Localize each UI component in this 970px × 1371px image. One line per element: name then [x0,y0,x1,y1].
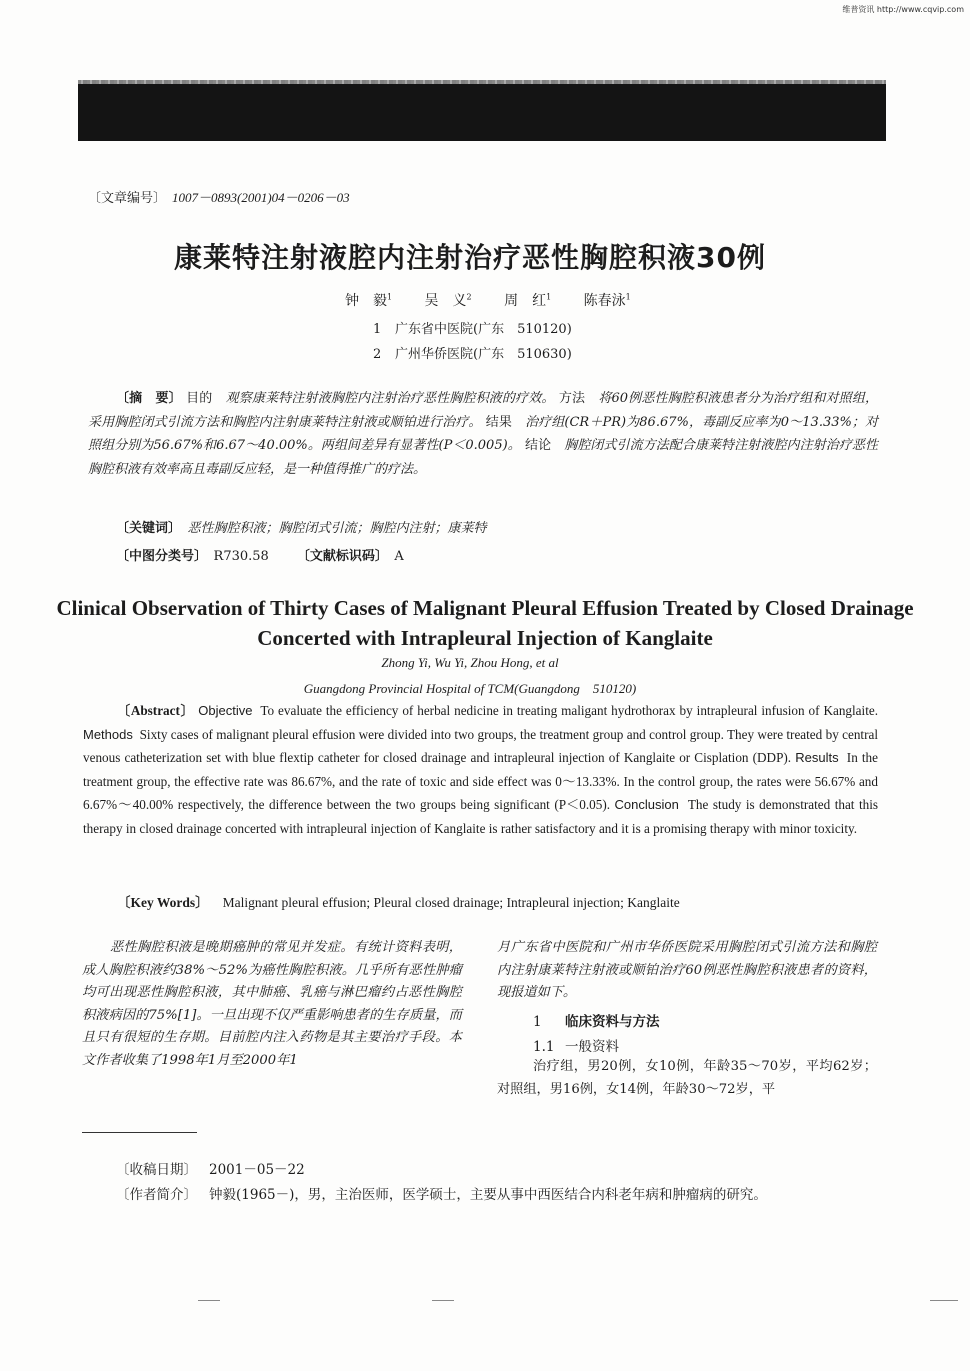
conclusion-heading: 结论 [525,438,552,453]
author-affiliation-mark: 1 [546,292,552,302]
scan-artifact [432,1300,454,1301]
abstract-label: 〔Abstract〕 [117,703,195,718]
author-4 [584,293,631,309]
document-code-label: 〔文献标识码〕 [296,549,382,564]
document-code-value: A [394,549,404,564]
affiliation-text: 广东省中医院(广东 510120) [395,322,572,337]
author-affiliation-mark: 1 [387,292,393,302]
affiliation-number: 2 [373,347,382,362]
english-abstract [83,699,878,840]
conclusion-text: 胸腔闭式引流方法配合康莱特注射液腔内注射治疗恶性胸腔积液有效率高且毒副反应轻，是一种值得推广的疗法。 [88,438,878,477]
footnote-author-bio [116,1183,767,1203]
scan-artifact [930,1300,958,1301]
objective-heading: Objective [198,703,253,718]
objective-text: To evaluate the efficiency of herbal nedicine in treating maligant hydrothorax by intrapleural infusion of Kanglaite. [260,703,879,718]
section-title: 一般资料 [565,1039,619,1055]
scan-artifact [198,1300,220,1301]
footnote-received-date [116,1158,305,1178]
affiliation-2 [373,343,572,362]
keywords-label: 〔关键词〕 [116,521,175,536]
objective-heading: 目的 [186,391,213,406]
methods-heading: Methods [83,726,133,742]
result-heading: 结果 [485,414,512,430]
clc-label: 〔中图分类号〕 [116,549,201,564]
chinese-keywords [116,517,487,536]
method-heading: 方法 [558,391,586,406]
received-date-label: 〔收稿日期〕 [116,1162,197,1178]
english-authors: Zhong Yi, Wu Yi, Zhou Hong, et al [381,655,559,670]
conclusion-text: The study is demonstrated that this therapy in closed drainage concerted with intrapleural injection of Kanglaite is rather satisfactory and it is a promising therapy with minor toxicity. [83,797,879,836]
affiliation-text: 广州华侨医院(广东 510630) [395,347,572,362]
clc-value: R730.58 [213,549,269,564]
results-heading: Results [795,750,839,765]
body-left-column: 恶性胸腔积液是晚期癌肿的常见并发症。有统计资料表明，成人胸腔积液约38%～52%为癌性胸腔积液。几乎所有恶性肿瘤均可出现恶性胸腔积液，其中肺癌、乳癌与淋巴瘤约占恶性胸腔积液病因的75%[1]。一旦出现不仅严重影响患者的生存质量，而且只有很短的生存期。目前腔内注入药物是其主要治疗手段。本文作者收集了1998年1月至2000年1 [82,940,462,1068]
keywords-label: 〔Key Words〕 [117,895,209,910]
objective-text: 观察康莱特注射液胸腔内注射治疗恶性胸腔积液的疗效。 [225,391,555,406]
author-affiliation-mark: 1 [625,292,631,302]
section-heading-1 [533,1010,660,1030]
author-name: 陈春泳 [583,293,626,309]
section-number: 1 [533,1014,542,1030]
section-title: 临床资料与方法 [565,1014,660,1030]
keywords-value: Malignant pleural effusion; Pleural closed drainage; Intrapleural injection; Kanglaite [222,895,680,910]
author-name: 钟 毅 [345,293,387,309]
author-2 [425,293,472,309]
author-name: 吴 义 [424,293,467,309]
classification-line [116,545,404,564]
section-number: 1.1 [533,1039,555,1055]
english-keywords [117,891,680,911]
methods-text: Sixty cases of malignant pleural effusion were divided into two groups, the treatment group and control group. They were treated by central venous catheterization set with blue flextip catheter for closed drainage and intrapleural injection of Kanglaite or Cisplation (DDP). [83,726,879,765]
author-name: 周 红 [504,293,547,309]
affiliation-1 [373,318,572,337]
author-1 [345,293,392,309]
body-right-paragraph-2: 治疗组，男20例，女10例，年龄35～70岁，平均62岁；对照组，男16例，女14例，年龄30～72岁，平 [497,1059,877,1097]
header-banner [78,84,886,141]
english-title: Clinical Observation of Thirty Cases of Malignant Pleural Effusion Treated by Closed Drainage Concerted with Intrapleural Injection of Kanglaite [56,596,914,650]
results-text: In the treatment group, the effective rate was 86.67%, and the rate of toxic and side effect was 0～13.33%. In the control group, the rates were 56.67% and 6.67%～40.00% respectively, the difference between the two groups being significant (P＜0.05). [83,750,879,812]
chinese-abstract [88,387,878,481]
result-text: 治疗组(CR＋PR)为86.67%，毒副反应率为0～13.33%；对照组分别为56.67%和6.67～40.00%。两组间差异有显著性(P＜0.005)。 [88,414,878,453]
abstract-label: 〔摘 要〕 [116,391,182,406]
article-number-label: 〔文章编号〕 [88,191,167,206]
english-affiliation: Guangdong Provincial Hospital of TCM(Guangdong 510120) [303,681,637,696]
section-heading-1-1 [533,1035,619,1055]
chinese-title: 康莱特注射液腔内注射治疗恶性胸腔积液30例 [174,241,766,274]
received-date-value: 2001－05－22 [209,1162,305,1178]
article-number-value: 1007－0893(2001)04－0206－03 [172,190,350,205]
author-bio-value: 钟毅(1965－)，男，主治医师，医学硕士，主要从事中西医结合内科老年病和肿瘤病的研究。 [209,1187,767,1203]
article-number [88,187,350,206]
method-text: 将60例恶性胸腔积液患者分为治疗组和对照组，采用胸腔闭式引流方法和胸腔内注射康莱特注射液或顺铂进行治疗。 [88,391,878,430]
author-bio-label: 〔作者简介〕 [116,1187,197,1203]
keywords-value: 恶性胸腔积液；胸腔闭式引流；胸腔内注射；康莱特 [187,521,487,536]
author-3 [504,293,551,309]
conclusion-heading: Conclusion [614,797,679,812]
footnote-divider [82,1132,197,1133]
watermark: 维普资讯 http://www.cqvip.com [842,5,964,14]
author-affiliation-mark: 2 [466,292,472,302]
chinese-authors [345,290,659,310]
affiliation-number: 1 [373,322,382,337]
body-right-paragraph-1: 月广东省中医院和广州市华侨医院采用胸腔闭式引流方法和胸腔内注射康莱特注射液或顺铂治疗60例恶性胸腔积液患者的资料，现报道如下。 [497,940,877,1001]
